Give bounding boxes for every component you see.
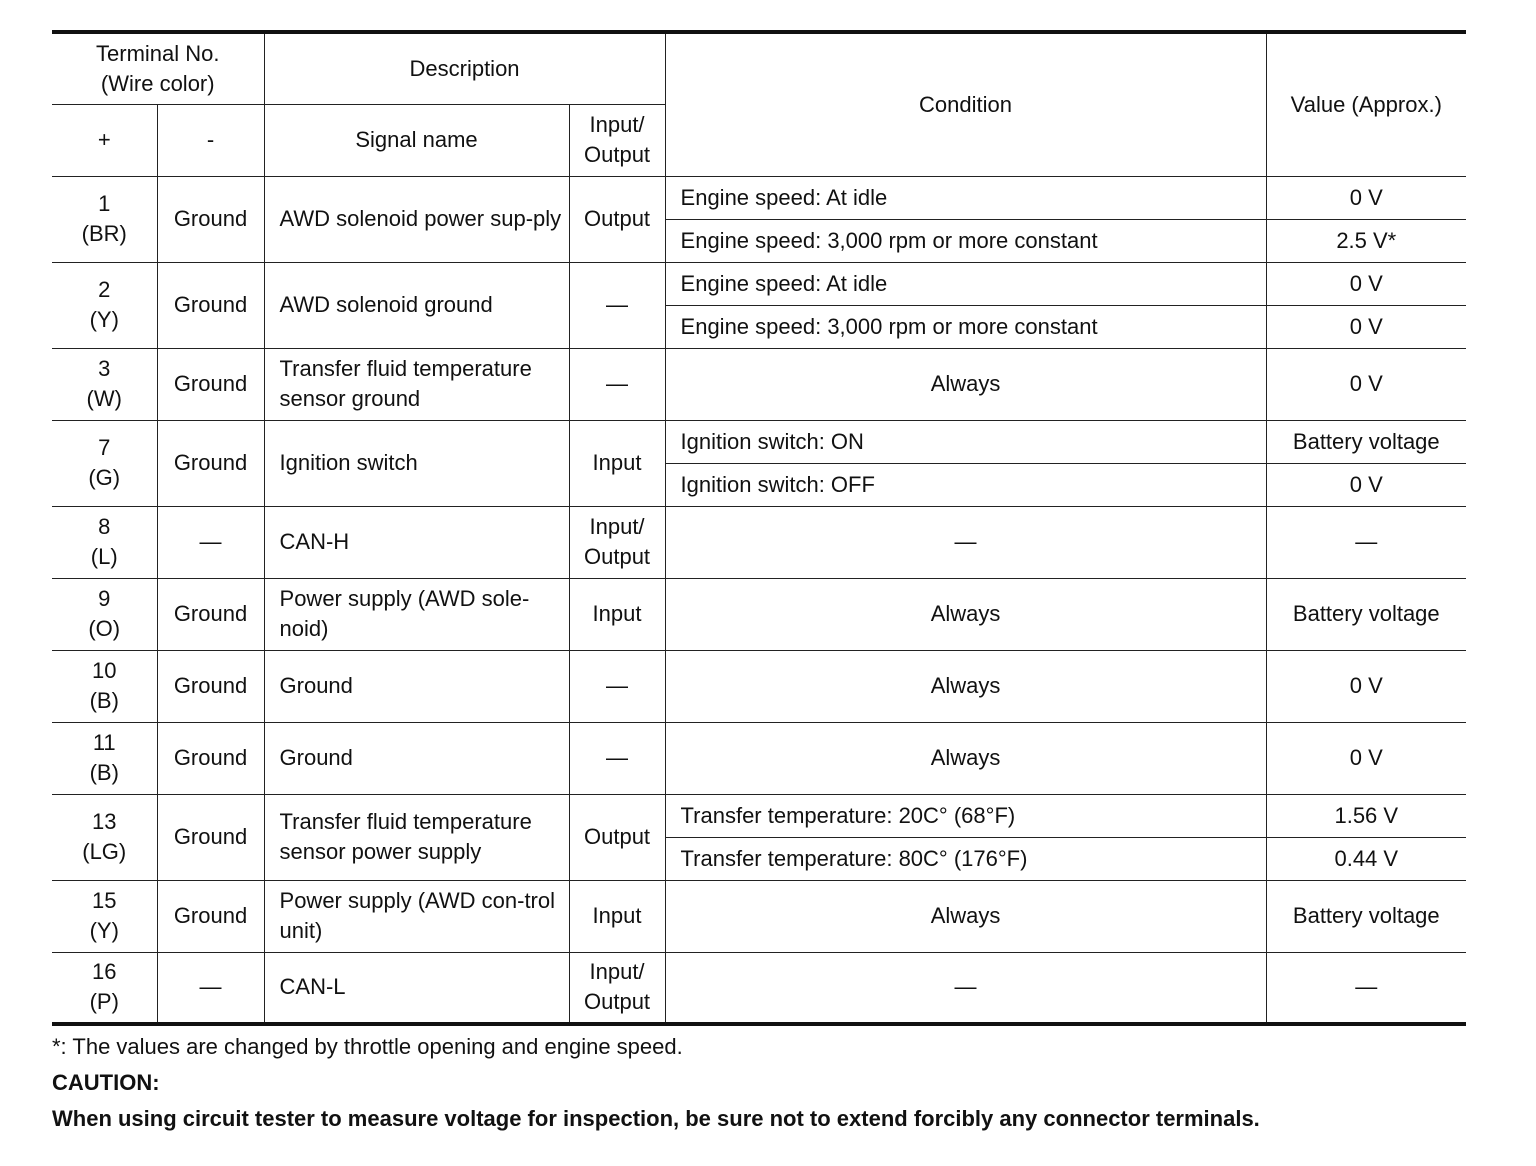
io-line2: Output — [584, 544, 651, 569]
condition-cell: Ignition switch: ON — [665, 420, 1266, 463]
terminal-cell — [52, 794, 157, 880]
condition-cell: Always — [665, 348, 1266, 420]
terminal-cell — [52, 262, 157, 348]
value-cell: 0.44 V — [1266, 837, 1466, 880]
io-cell: — — [569, 262, 665, 348]
terminal-number: 13 — [92, 809, 117, 834]
header-wire-color-label: (Wire color) — [100, 70, 215, 96]
condition-cell: Transfer temperature: 80C° (176°F) — [665, 837, 1266, 880]
signal-name-cell: AWD solenoid power sup-ply — [264, 176, 569, 262]
table-row — [52, 348, 1466, 420]
table-row — [52, 952, 1466, 1024]
wire-color: (LG) — [82, 839, 127, 864]
minus-cell: Ground — [157, 880, 264, 952]
value-cell: Battery voltage — [1266, 578, 1466, 650]
condition-cell: Always — [665, 880, 1266, 952]
terminal-number: 1 — [98, 191, 111, 216]
table-row — [52, 722, 1466, 794]
value-cell: 0 V — [1266, 176, 1466, 219]
io-cell: Output — [569, 794, 665, 880]
table-row — [52, 794, 1466, 837]
terminal-cell — [52, 722, 157, 794]
condition-cell: Always — [665, 578, 1266, 650]
value-cell: — — [1266, 952, 1466, 1024]
terminal-number: 9 — [98, 586, 111, 611]
terminal-number: 7 — [98, 435, 111, 460]
condition-cell: Engine speed: 3,000 rpm or more constant — [665, 305, 1266, 348]
minus-cell: Ground — [157, 262, 264, 348]
caution-title: CAUTION: — [52, 1070, 160, 1095]
terminal-number: 2 — [98, 277, 111, 302]
condition-cell: Engine speed: At idle — [665, 176, 1266, 219]
terminal-number: 3 — [98, 356, 111, 381]
condition-cell: Always — [665, 722, 1266, 794]
value-cell: — — [1266, 506, 1466, 578]
table-row — [52, 506, 1466, 578]
document — [52, 30, 1466, 1134]
minus-cell: Ground — [157, 420, 264, 506]
terminal-number: 11 — [92, 730, 116, 755]
header-input-output — [569, 104, 665, 176]
header-row-1 — [52, 32, 1466, 104]
condition-cell: — — [665, 506, 1266, 578]
io-cell: Input — [569, 880, 665, 952]
wire-color: (B) — [89, 688, 119, 713]
value-cell: 0 V — [1266, 463, 1466, 506]
io-line2: Output — [584, 989, 651, 1015]
wire-color: (Y) — [89, 307, 119, 332]
signal-name-cell: Power supply (AWD sole-noid) — [264, 578, 569, 650]
footnote: *: The values are changed by throttle opening and engine speed. — [52, 1034, 683, 1059]
table-row — [52, 880, 1466, 952]
minus-cell: — — [157, 952, 264, 1024]
wire-color: (G) — [88, 465, 121, 490]
header-description: Description — [264, 32, 665, 104]
wire-color: (Y) — [89, 918, 119, 943]
condition-cell: Engine speed: At idle — [665, 262, 1266, 305]
table-row — [52, 650, 1466, 722]
terminal-cell — [52, 176, 157, 262]
table-row — [52, 262, 1466, 305]
header-value: Value (Approx.) — [1266, 32, 1466, 176]
value-cell: 0 V — [1266, 262, 1466, 305]
terminal-cell — [52, 578, 157, 650]
value-cell: 0 V — [1266, 348, 1466, 420]
io-cell: — — [569, 348, 665, 420]
minus-cell: Ground — [157, 348, 264, 420]
terminal-cell — [52, 952, 157, 1024]
condition-cell: Engine speed: 3,000 rpm or more constant — [665, 219, 1266, 262]
header-io-line1: Input/ — [589, 112, 645, 137]
value-cell: Battery voltage — [1266, 420, 1466, 463]
terminal-cell — [52, 348, 157, 420]
signal-name-cell: Transfer fluid temperature sensor power supply — [264, 794, 569, 880]
io-cell: Input — [569, 578, 665, 650]
value-cell: 2.5 V* — [1266, 219, 1466, 262]
table-row — [52, 578, 1466, 650]
signal-name-cell: Power supply (AWD con-trol unit) — [264, 880, 569, 952]
io-cell: Output — [569, 176, 665, 262]
signal-name-cell: Ignition switch — [264, 420, 569, 506]
minus-cell: Ground — [157, 176, 264, 262]
minus-cell: Ground — [157, 650, 264, 722]
io-cell — [569, 952, 665, 1024]
signal-name-cell: CAN-H — [264, 506, 569, 578]
terminal-spec-table — [52, 30, 1466, 1026]
minus-cell: Ground — [157, 722, 264, 794]
signal-name-cell: AWD solenoid ground — [264, 262, 569, 348]
terminal-number: 8 — [98, 514, 111, 539]
signal-name-cell: CAN-L — [264, 952, 569, 1024]
condition-cell: Transfer temperature: 20C° (68°F) — [665, 794, 1266, 837]
header-terminal-no-label: Terminal No. — [96, 40, 220, 66]
io-cell: — — [569, 722, 665, 794]
condition-cell: Always — [665, 650, 1266, 722]
io-line1: Input/ — [589, 959, 645, 985]
header-terminal-no — [52, 32, 264, 104]
value-cell: Battery voltage — [1266, 880, 1466, 952]
signal-name-cell: Transfer fluid temperature sensor ground — [264, 348, 569, 420]
header-condition: Condition — [665, 32, 1266, 176]
value-cell: 0 V — [1266, 650, 1466, 722]
io-line1: Input/ — [589, 514, 645, 539]
io-cell: Input — [569, 420, 665, 506]
header-plus: + — [52, 104, 157, 176]
io-cell — [569, 506, 665, 578]
io-cell: — — [569, 650, 665, 722]
wire-color: (B) — [89, 760, 119, 785]
value-cell: 1.56 V — [1266, 794, 1466, 837]
wire-color: (BR) — [81, 221, 127, 246]
wire-color: (L) — [90, 544, 118, 569]
header-minus: - — [157, 104, 264, 176]
wire-color: (P) — [89, 989, 119, 1015]
wire-color: (O) — [88, 616, 121, 641]
terminal-cell — [52, 880, 157, 952]
terminal-number: 15 — [92, 888, 117, 913]
wire-color: (W) — [86, 386, 122, 411]
condition-cell: Ignition switch: OFF — [665, 463, 1266, 506]
terminal-cell — [52, 506, 157, 578]
header-io-line2: Output — [584, 142, 651, 167]
terminal-cell — [52, 650, 157, 722]
minus-cell: — — [157, 506, 264, 578]
value-cell: 0 V — [1266, 305, 1466, 348]
caution-text: When using circuit tester to measure voltage for inspection, be sure not to extend forcibly any connector terminals. — [52, 1106, 1260, 1131]
minus-cell: Ground — [157, 794, 264, 880]
terminal-number: 10 — [92, 658, 117, 683]
minus-cell: Ground — [157, 578, 264, 650]
signal-name-cell: Ground — [264, 722, 569, 794]
terminal-cell — [52, 420, 157, 506]
header-signal-name: Signal name — [264, 104, 569, 176]
condition-cell: — — [665, 952, 1266, 1024]
value-cell: 0 V — [1266, 722, 1466, 794]
terminal-number: 16 — [92, 959, 117, 985]
signal-name-cell: Ground — [264, 650, 569, 722]
table-row — [52, 176, 1466, 219]
table-row — [52, 420, 1466, 463]
